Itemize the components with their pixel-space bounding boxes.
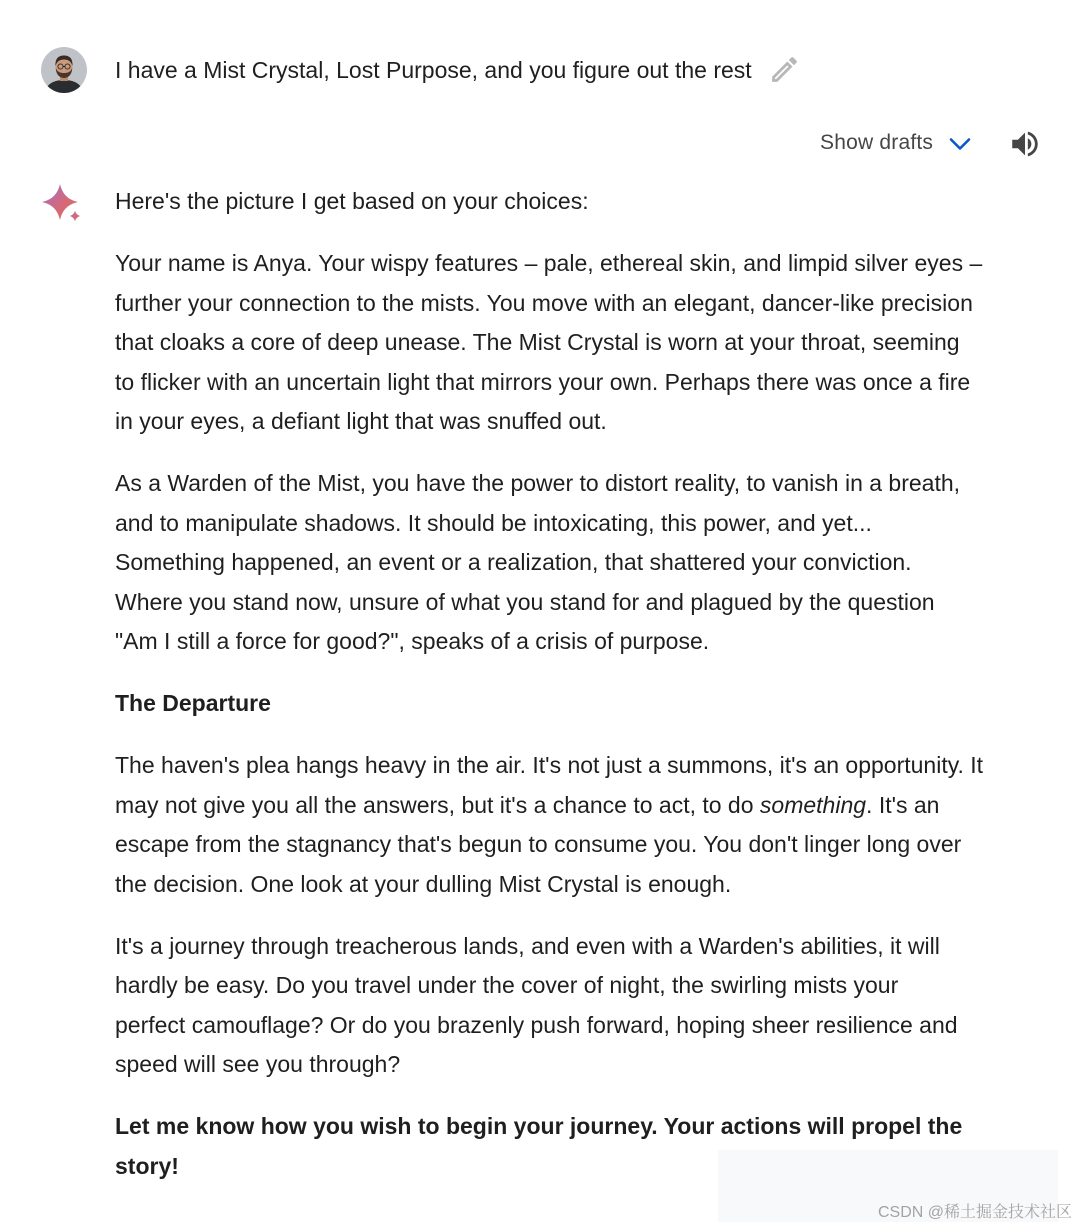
emphasized-text: something [759, 791, 867, 818]
text-line: Here's the picture I get based on your choices: [115, 188, 589, 215]
text-line: It's a journey through treacherous lands, and even with a Warden's abilities, it will [115, 932, 940, 959]
text-line: speed will see you through? [115, 1051, 401, 1078]
user-avatar [41, 47, 87, 93]
watermark: CSDN @稀土掘金技术社区 [877, 1204, 1072, 1221]
text-line: story! [115, 1152, 179, 1179]
user-prompt-text: I have a Mist Crystal, Lost Purpose, and you figure out the rest [115, 57, 752, 83]
text-line: Something happened, an event or a realization, that shattered your conviction. [115, 549, 912, 576]
text-segment: . It's an [866, 791, 940, 818]
volume-icon [1008, 127, 1042, 161]
heading-text: The Departure [115, 690, 271, 717]
edit-prompt-button[interactable] [768, 53, 801, 86]
text-line: in your eyes, a defiant light that was snuffed out. [115, 408, 607, 435]
response-intro [115, 182, 983, 222]
text-line: to flicker with an uncertain light that mirrors your own. Perhaps there was once a fire [115, 368, 971, 395]
text-line: that cloaks a core of deep unease. The Mist Crystal is worn at your throat, seeming [115, 329, 960, 356]
show-drafts-button[interactable] [818, 123, 978, 163]
text-line: Your name is Anya. Your wispy features – pale, ethereal skin, and limpid silver eyes – [115, 250, 983, 277]
text-line: hardly be easy. Do you travel under the cover of night, the swirling mists your [115, 972, 899, 999]
chevron-down-icon [947, 131, 973, 157]
text-line: "Am I still a force for good?", speaks of a crisis of purpose. [115, 628, 710, 655]
response-body [115, 182, 983, 1209]
text-line: further your connection to the mists. You move with an elegant, dancer-like precision [115, 289, 973, 316]
text-line: Where you stand now, unsure of what you stand for and plagued by the question [115, 588, 935, 615]
pencil-icon [768, 53, 801, 86]
show-drafts-label: Show drafts [820, 131, 934, 154]
response-paragraph-2 [115, 464, 983, 662]
text-segment: may not give you all the answers, but it's a chance to act, to do [115, 791, 760, 818]
text-line: As a Warden of the Mist, you have the power to distort reality, to vanish in a breath, [115, 470, 961, 497]
text-line [115, 786, 983, 826]
section-heading [115, 684, 983, 724]
text-line: the decision. One look at your dulling Mist Crystal is enough. [115, 870, 732, 897]
response-paragraph-3 [115, 746, 983, 904]
gemini-sparkle-icon [40, 183, 84, 227]
text-line: Let me know how you wish to begin your journey. Your actions will propel the [115, 1113, 963, 1140]
avatar-image [41, 47, 87, 93]
text-line: The haven's plea hangs heavy in the air. It's not just a summons, it's an opportunity. It [115, 752, 984, 779]
read-aloud-button[interactable] [1008, 127, 1042, 161]
text-line: perfect camouflage? Or do you brazenly push forward, hoping sheer resilience and [115, 1011, 958, 1038]
response-paragraph-1 [115, 244, 983, 442]
text-line: and to manipulate shadows. It should be intoxicating, this power, and yet... [115, 509, 872, 536]
response-paragraph-4 [115, 927, 983, 1085]
text-line: escape from the stagnancy that's begun to consume you. You don't linger long over [115, 831, 962, 858]
